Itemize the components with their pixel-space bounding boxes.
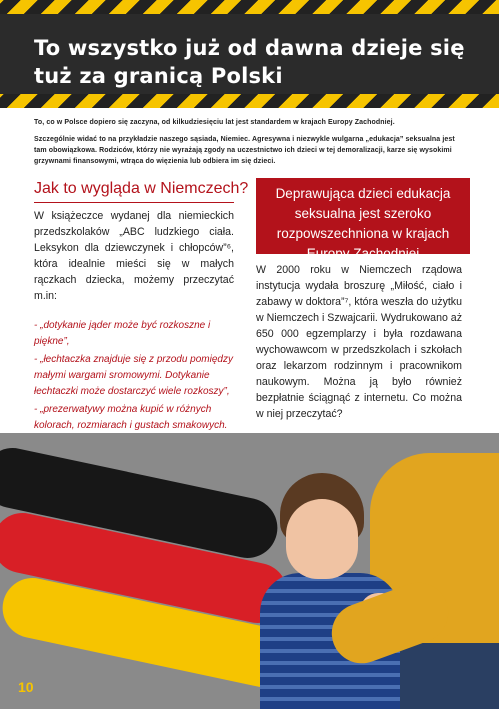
hazard-stripe-top bbox=[0, 0, 499, 14]
intro-paragraph-1: To, co w Polsce dopiero się zaczyna, od kilkudziesięciu lat jest standardem w krajach Europy Zachodniej. bbox=[34, 119, 395, 126]
left-body-text: W książeczce wydanej dla niemieckich przedszkolaków „ABC ludzkiego ciała. Leksykon dla dziewczynek i chłopców”⁶, która idealnie mieści się w małych rączkach dziecka, możemy przeczytać m.in: bbox=[34, 210, 234, 302]
page-title-line-1: To wszystko już od dawna dzieje się bbox=[34, 36, 465, 60]
page-title-line-2: tuż za granicą Polski bbox=[34, 64, 283, 88]
quote-list bbox=[34, 318, 246, 436]
child-face bbox=[286, 499, 358, 579]
hazard-stripe-bottom bbox=[0, 94, 499, 108]
page-title bbox=[34, 34, 474, 90]
page-number: 10 bbox=[18, 679, 34, 695]
photo-child-hugging-adult bbox=[0, 433, 499, 709]
quote-item: - „łechtaczka znajduje się z przodu pomiędzy małymi wargami sromowymi. Dotykanie łechtaczki może dostarczyć wiele rozkoszy”, bbox=[34, 354, 233, 397]
section-heading-underline bbox=[34, 202, 234, 203]
intro-paragraph-2: Szczególnie widać to na przykładzie naszego sąsiada, Niemiec. Agresywna i niezwykle wulgarna „edukacja” seksualna jest tam obowiązkowa. Rodziców, którzy nie wyrażają zgody na uczestnictwo ich dzieci w tej demoralizacji, karze się wysokimi grzywnami finansowymi, wtrąca do więzienia lub odbiera im się dzieci. bbox=[34, 136, 455, 165]
highlight-box bbox=[256, 178, 470, 261]
quote-item: - „dotykanie jąder może być rozkoszne i piękne”, bbox=[34, 320, 211, 347]
quote-item: - „prezerwatywy można kupić w różnych kolorach, rozmiarach i gustach smakowych. bbox=[34, 404, 228, 431]
header-banner bbox=[0, 0, 499, 108]
section-heading-germany: Jak to wygląda w Niemczech? bbox=[34, 180, 249, 197]
child-figure bbox=[250, 473, 400, 709]
highlight-box-title: Deprawująca dzieci edukacja seksualna jest szeroko rozpowszechniona w krajach Europy Zachodniej bbox=[275, 186, 451, 261]
right-body-text: W 2000 roku w Niemczech rządowa instytucja wydała broszurę „Miłość, ciało i zabawy w doktora”⁷, która weszła do użytku w Niemczech i Szwajcarii. Wydrukowano aż 650 000 egzemplarzy i była rozdawana wychowawcom w przedszkolach i szkołach oraz lekarzom rodzinnym i pracownikom naukowym. Można ją było również bezpłatnie ściągnąć z internetu. Co można w niej przeczytać? bbox=[256, 264, 462, 420]
